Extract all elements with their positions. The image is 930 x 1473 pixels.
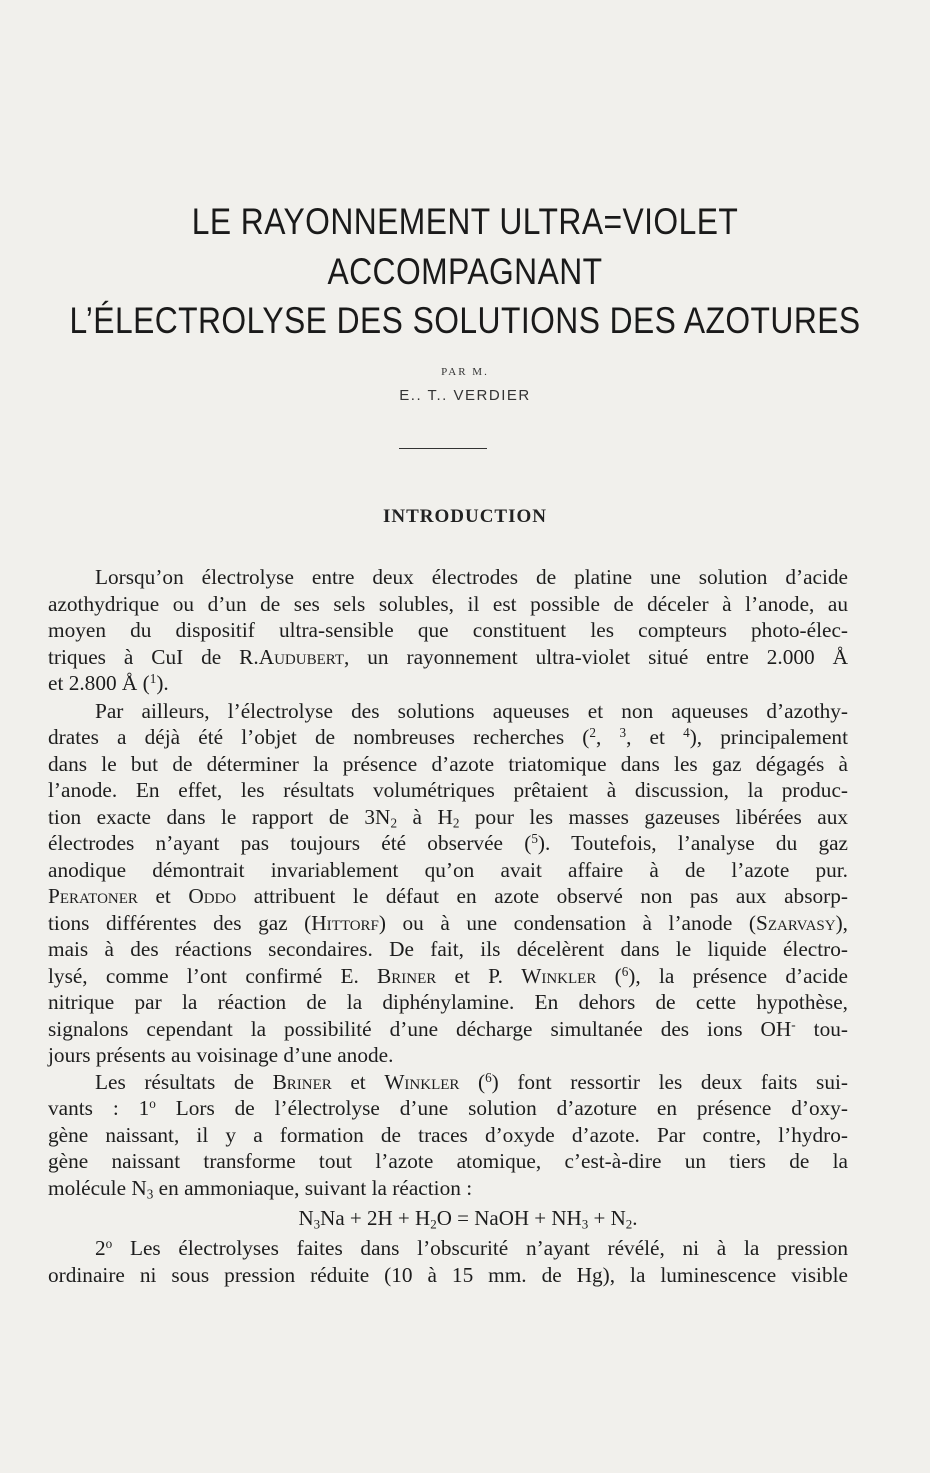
text-line: signalons cependant la possibilité d’une décharge simultanée des ions OH- tou- — [48, 1016, 848, 1041]
article-title-line-3: L’ÉLECTROLYSE DES SOLUTIONS DES AZOTURES — [69, 300, 861, 341]
text-line: vants : 1$^o$ Lors de l’électrolyse d’une solution d’azoture en présence d’oxy- — [48, 1095, 848, 1120]
chemical-equation: $N_3Na + 2H + H_2O$ = NaOH + $NH_3 + N_2$. — [298, 1206, 638, 1232]
author-citation: Audubert — [258, 644, 345, 669]
text-line: gène naissant, il y a formation de traces d’oxyde d’azote. Par contre, l’hydro- — [48, 1122, 848, 1147]
text-line: triques à CuI de R.Audubert, un rayonnement ultra-violet situé entre 2.000 Å — [48, 644, 848, 669]
body-text — [48, 564, 848, 1288]
text-line: dans le but de déterminer la présence d’azote triatomique dans les gaz dégagés à — [48, 751, 848, 776]
text-line: molécule $N_3$ en ammoniaque, suivant la réaction : — [48, 1175, 473, 1201]
text-line: Par ailleurs, l’électrolyse des solutions aqueuses et non aqueuses d’azothy- — [95, 698, 848, 723]
author-name: E.. T.. VERDIER — [399, 387, 531, 404]
text-line: l’anode. En effet, les résultats volumétriques prêtaient à discussion, la produc- — [48, 778, 848, 802]
text-line: 2$^o$ Les électrolyses faites dans l’obscurité n’ayant révélé, ni à la pression — [95, 1235, 848, 1260]
article-title-line-1: LE RAYONNEMENT ULTRA=VIOLET — [191, 201, 739, 242]
separator-rule — [399, 448, 487, 449]
text-line: anodique démontrait invariablement qu’on avait affaire à de l’azote pur. — [48, 857, 848, 882]
text-line: Peratoner et Oddo attribuent le défaut en azote observé non pas aux absorp- — [48, 884, 848, 908]
text-line: Les résultats de Briner et Winkler ($^6$) font ressortir les deux faits sui- — [95, 1069, 848, 1094]
text-line: lysé, comme l’ont confirmé E. Briner et P. Winkler ($^6$), la présence d’acide — [48, 963, 848, 988]
text-line: moyen du dispositif ultra-sensible que constituent les compteurs photo-élec- — [48, 618, 848, 642]
text-line: drates a déjà été l’objet de nombreuses recherches ($^2$, $^3$, et $^4$), principalement — [48, 724, 848, 749]
text-line: Lorsqu’on électrolyse entre deux électrodes de platine une solution d’acide — [95, 565, 848, 589]
text-line: tion exacte dans le rapport de $3N_2$ à $H_2$ pour les masses gazeuses libérées aux — [48, 804, 848, 830]
text-line: nitrique par la réaction de la diphénylamine. En dehors de cette hypothèse, — [48, 990, 848, 1014]
text-line: jours présents au voisinage d’une anode. — [48, 1043, 394, 1067]
text-line: tions différentes des gaz (Hittorf) ou à une condensation à l’anode (Szarvasy), — [48, 910, 849, 935]
byline-label: PAR M. — [441, 366, 489, 378]
text-line: gène naissant transforme tout l’azote atomique, c’est-à-dire un tiers de la — [48, 1149, 848, 1173]
article-title-line-2: ACCOMPAGNANT — [327, 251, 603, 292]
text-line: et 2.800 Å ($^1$). — [48, 670, 169, 695]
text-line: ordinaire ni sous pression réduite (10 à 15 mm. de Hg), la luminescence visible — [48, 1262, 848, 1287]
section-heading: INTRODUCTION — [382, 506, 548, 527]
text-line: azothydrique ou d’un de ses sels solubles, il est possible de déceler à l’anode, au — [48, 591, 848, 616]
text-line: mais à des réactions secondaires. De fait, ils décelèrent dans le liquide électro- — [48, 937, 848, 961]
text-line: électrodes n’ayant pas toujours été observée ($^5$). Toutefois, l’analyse du gaz — [48, 830, 848, 855]
